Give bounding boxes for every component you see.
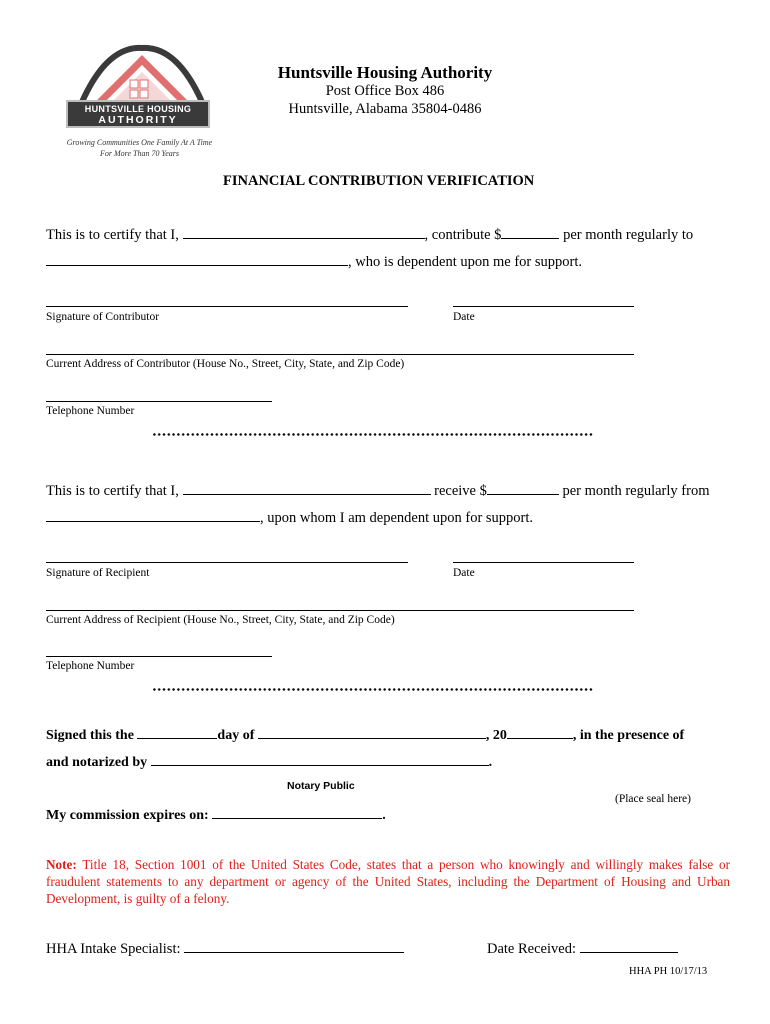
recipient-text-d: , upon whom I am dependent upon for support. — [260, 510, 534, 526]
org-address-line2: Huntsville, Alabama 35804-0486 — [288, 101, 482, 117]
notarized-line — [46, 755, 492, 771]
contributor-name-field-2[interactable] — [46, 520, 260, 522]
contributor-address-field[interactable] — [46, 354, 634, 355]
signed-text-d: , in the presence of — [572, 728, 685, 743]
commission-end: . — [382, 808, 386, 823]
notary-name-field[interactable] — [151, 764, 489, 766]
signed-year-field[interactable] — [507, 737, 573, 739]
logo-tagline-1: Growing Communities One Family At A Time — [66, 138, 213, 147]
contributor-date-label: Date — [453, 311, 475, 323]
signed-text-c: , 20 — [485, 728, 507, 743]
contributor-signature-label: Signature of Contributor — [46, 311, 160, 323]
contributor-address-label: Current Address of Contributor (House No., Street, City, State, and Zip Code) — [46, 358, 405, 370]
contributor-phone-label: Telephone Number — [46, 405, 135, 417]
contributor-line1 — [46, 227, 693, 244]
contributor-text-a: This is to certify that I, — [46, 227, 179, 243]
signed-day-field[interactable] — [137, 737, 217, 739]
date-received-line — [487, 941, 678, 958]
signed-line — [46, 728, 684, 744]
signed-text-a: Signed this the — [46, 728, 134, 743]
contributor-text-b: , contribute $ — [424, 227, 502, 243]
notary-public-label: Notary Public — [287, 780, 355, 792]
dependent-name-field[interactable] — [46, 264, 348, 266]
form-title: FINANCIAL CONTRIBUTION VERIFICATION — [223, 173, 535, 189]
note-text: Title 18, Section 1001 of the United States Code, states that a person who knowingly and willingly makes false or fraudulent statements to any department or agency of the United States, including the Department of Housing and Urban Development, is guilty of a felony. — [46, 857, 731, 906]
signed-month-field[interactable] — [258, 737, 486, 739]
contribution-amount-field[interactable] — [501, 237, 559, 239]
date-received-field[interactable] — [580, 951, 678, 953]
recipient-phone-label: Telephone Number — [46, 660, 135, 672]
hha-logo — [52, 44, 227, 164]
signed-text-b: day of — [217, 728, 255, 743]
contributor-text-d: , who is dependent upon me for support. — [348, 254, 582, 270]
org-name: Huntsville Housing Authority — [277, 63, 493, 82]
contributor-text-c: per month regularly to — [559, 227, 694, 243]
recipient-text-a: This is to certify that I, — [46, 483, 179, 499]
date-received-label: Date Received: — [487, 941, 576, 957]
legal-note — [46, 856, 730, 907]
intake-specialist-label: HHA Intake Specialist: — [46, 941, 181, 957]
contributor-signature-field[interactable] — [46, 306, 408, 307]
recipient-signature-field[interactable] — [46, 562, 408, 563]
contributor-date-field[interactable] — [453, 306, 634, 307]
notarized-end: . — [488, 755, 493, 770]
recipient-phone-field[interactable] — [46, 656, 272, 657]
recipient-address-field[interactable] — [46, 610, 634, 611]
place-seal-label: (Place seal here) — [615, 793, 691, 805]
recipient-text-b: receive $ — [430, 483, 487, 499]
recipient-line1 — [46, 483, 709, 500]
section-divider-2 — [152, 688, 594, 691]
commission-text: My commission expires on: — [46, 808, 209, 823]
form-id: HHA PH 10/17/13 — [629, 966, 708, 977]
org-address-line1: Post Office Box 486 — [325, 83, 445, 99]
recipient-date-label: Date — [453, 567, 475, 579]
intake-specialist-field[interactable] — [184, 951, 404, 953]
recipient-text-c: per month regularly from — [558, 483, 710, 499]
note-label: Note: — [46, 857, 77, 872]
logo-banner-line1: HUNTSVILLE HOUSING — [84, 104, 192, 114]
logo-tagline-2: For More Than 70 Years — [100, 149, 179, 158]
contributor-line2 — [46, 254, 582, 271]
recipient-date-field[interactable] — [453, 562, 634, 563]
commission-line — [46, 808, 386, 824]
intake-specialist-line — [46, 941, 404, 958]
notarized-text: and notarized by — [46, 755, 148, 770]
recipient-signature-label: Signature of Recipient — [46, 567, 150, 579]
logo-banner-line2: AUTHORITY — [98, 114, 178, 126]
recipient-address-label: Current Address of Recipient (House No., Street, City, State, and Zip Code) — [46, 614, 395, 626]
commission-expiry-field[interactable] — [212, 817, 382, 819]
received-amount-field[interactable] — [487, 493, 559, 495]
logo-banner — [66, 100, 210, 128]
recipient-line2 — [46, 510, 533, 527]
recipient-name-field[interactable] — [183, 493, 431, 495]
contributor-name-field[interactable] — [183, 237, 425, 239]
contributor-phone-field[interactable] — [46, 401, 272, 402]
section-divider-1 — [152, 433, 594, 436]
